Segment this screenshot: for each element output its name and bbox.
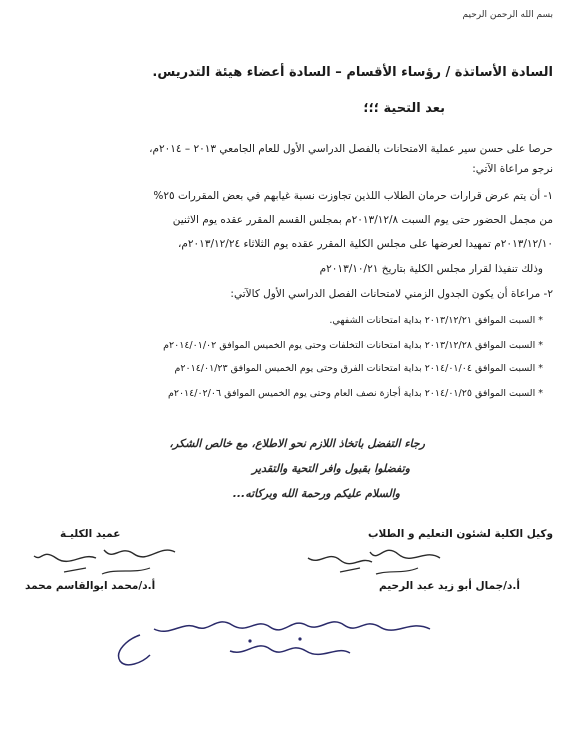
vice-dean-signature	[300, 540, 450, 580]
item-1-line: وذلك تنفيذا لقرار مجلس الكلية بتاريخ ٢٠١٣/١٠/٢١م	[319, 263, 543, 275]
greeting: بعد التحية ؛؛؛	[363, 101, 445, 116]
item-1-line: ١- أن يتم عرض قرارات حرمان الطلاب اللذين تجاوزت نسبة غيابهم في بعض المقررات ٢٥%	[153, 190, 553, 202]
dean-name: أ.د/محمد ابوالقاسم محمد	[25, 580, 156, 592]
vice-dean-name: أ.د/جمال أبو زيد عبد الرحيم	[379, 580, 520, 592]
schedule-item: * السبت الموافق ٢٠١٤/٠١/٢٥ بداية أجازة نصف العام وحتى يوم الخميس الموافق ٢٠١٤/٠٢/٠٦م	[167, 388, 543, 399]
intro-line: حرصا على حسن سير عملية الامتحانات بالفصل الدراسي الأول للعام الجامعي ٢٠١٣ – ٢٠١٤م،	[149, 143, 553, 155]
addressee: السادة الأساتذة / رؤساء الأقسام – السادة أعضاء هيئة التدريس.	[152, 65, 553, 80]
closing-line: وتفضلوا بقبول وافر التحية والتقدير	[251, 462, 410, 475]
basmala: بسم الله الرحمن الرحيم	[462, 10, 553, 20]
closing-line: رجاء التفضل باتخاذ اللازم نحو الاطلاع، مع خالص الشكر،	[169, 437, 425, 450]
dean-title: عميد الكليـة	[60, 528, 121, 540]
item-2-intro: ٢- مراعاة أن يكون الجدول الزمني لامتحانات الفصل الدراسي الأول كالآتي:	[230, 288, 553, 300]
vice-dean-title: وكيل الكلية لشئون التعليم و الطلاب	[368, 528, 553, 540]
dean-signature	[30, 538, 180, 578]
schedule-item: * السبت الموافق ٢٠١٤/٠١/٠٤ بداية امتحانات الفرق وحتى يوم الخميس الموافق ٢٠١٤/٠١/٢٣م	[174, 363, 543, 374]
item-1-line: من مجمل الحضور حتى يوم السبت ٢٠١٣/١٢/٨م بمجلس القسم المقرر عقده يوم الاثنين	[172, 214, 553, 226]
intro-line: نرجو مراعاة الآتي:	[472, 163, 553, 175]
closing-line: والسلام عليكم ورحمة الله وبركاته...	[232, 487, 400, 500]
item-1-line: ٢٠١٣/١٢/١٠م تمهيدا لعرضها على مجلس الكلية المقرر عقده يوم الثلاثاء ٢٠١٣/١٢/٢٤م،	[178, 238, 553, 250]
schedule-item: * السبت الموافق ٢٠١٣/١٢/٢٨ بداية امتحانات التخلفات وحتى يوم الخميس الموافق ٢٠١٤/٠١/٠٢م	[163, 340, 543, 351]
handwritten-note	[100, 615, 440, 675]
schedule-item: * السبت الموافق ٢٠١٣/١٢/٢١ بداية امتحانات الشفهي.	[329, 315, 543, 326]
